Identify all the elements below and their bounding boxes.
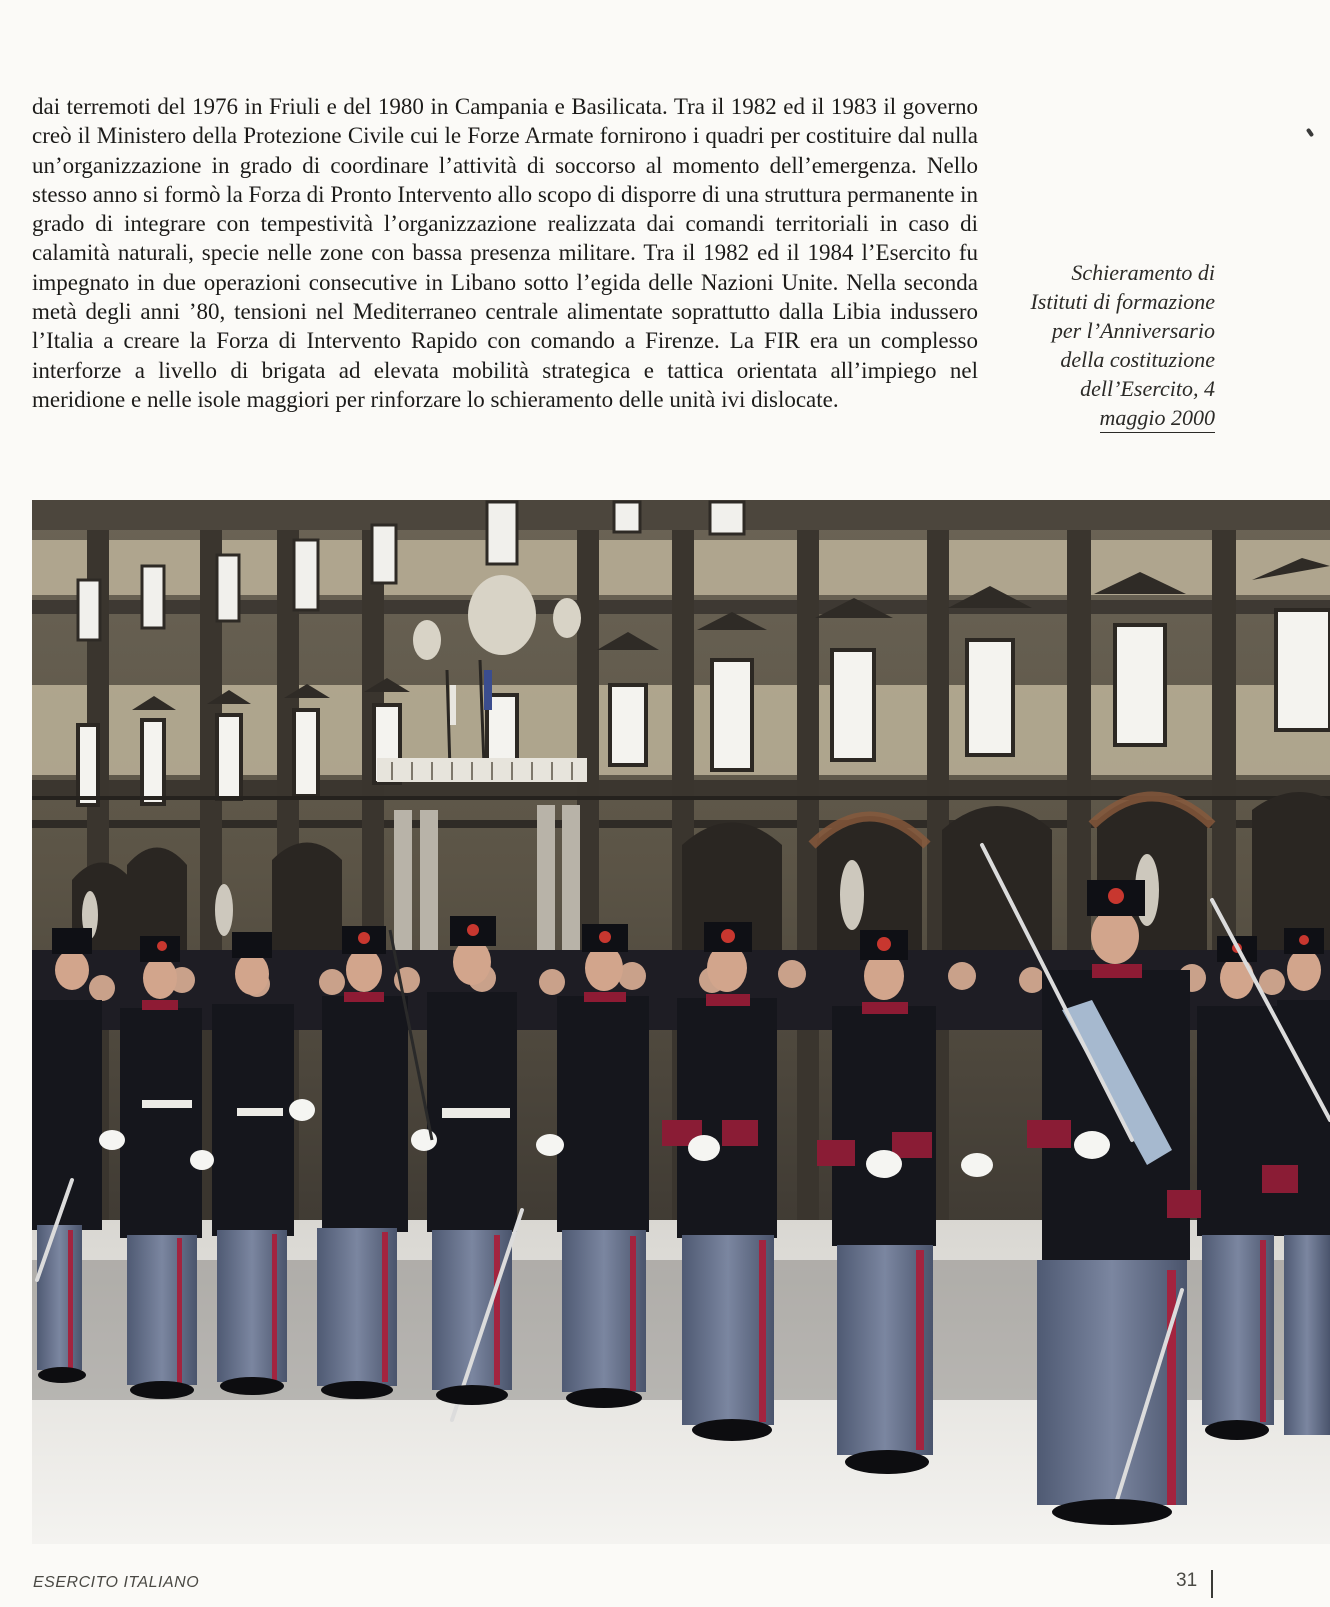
caption-line xyxy=(985,403,1215,432)
caption-line: per l’Anniversario xyxy=(1051,318,1215,343)
caption-line: dell’Esercito, 4 xyxy=(1080,376,1215,401)
page-number: 31 xyxy=(1176,1570,1198,1591)
publication-name: ESERCITO ITALIANO xyxy=(33,1574,200,1591)
caption-last-line: maggio 2000 xyxy=(1100,405,1216,433)
parade-photo-illustration xyxy=(32,500,1330,1544)
footer-rule xyxy=(1211,1570,1213,1598)
caption-line: Schieramento di xyxy=(1071,260,1215,285)
stray-mark xyxy=(1306,128,1314,138)
body-paragraph: dai terremoti del 1976 in Friuli e del 1980 in Campania e Basilicata. Tra il 1982 ed il 1983 il governo creò il Ministero della Protezione Civile cui le Forze Armate fornirono i quadri per costituire dal nulla un’organizzazione in grado di coordinare l’attività di soccorso al momento dell’emergenza. Nello stesso anno si formò la Forza di Pronto Intervento allo scopo di disporre di una struttura permanente in grado di integrare con tempestività l’organizzazione realizzata dai comandi territoriali in caso di calamità naturali, specie nelle zone con bassa presenza militare. Tra il 1982 ed il 1984 l’Esercito fu impegnato in due operazioni consecutive in Libano sotto l’egida delle Nazioni Unite. Nella seconda metà degli anni ’80, tensioni nel Mediterraneo centrale alimentate soprattutto dalla Libia indussero l’Italia a creare la Forza di Intervento Rapido con comando a Firenze. La FIR era un complesso interforze a livello di brigata ad elevata mobilità strategica e tattica orientata all’impiego nel meridione e nelle isole maggiori per rinforzare lo schieramento delle unità ivi dislocate. xyxy=(32,94,978,412)
photo-caption xyxy=(985,258,1215,432)
parade-photo xyxy=(32,500,1330,1544)
caption-line: della costituzione xyxy=(1060,347,1215,372)
caption-line: Istituti di formazione xyxy=(1030,289,1215,314)
